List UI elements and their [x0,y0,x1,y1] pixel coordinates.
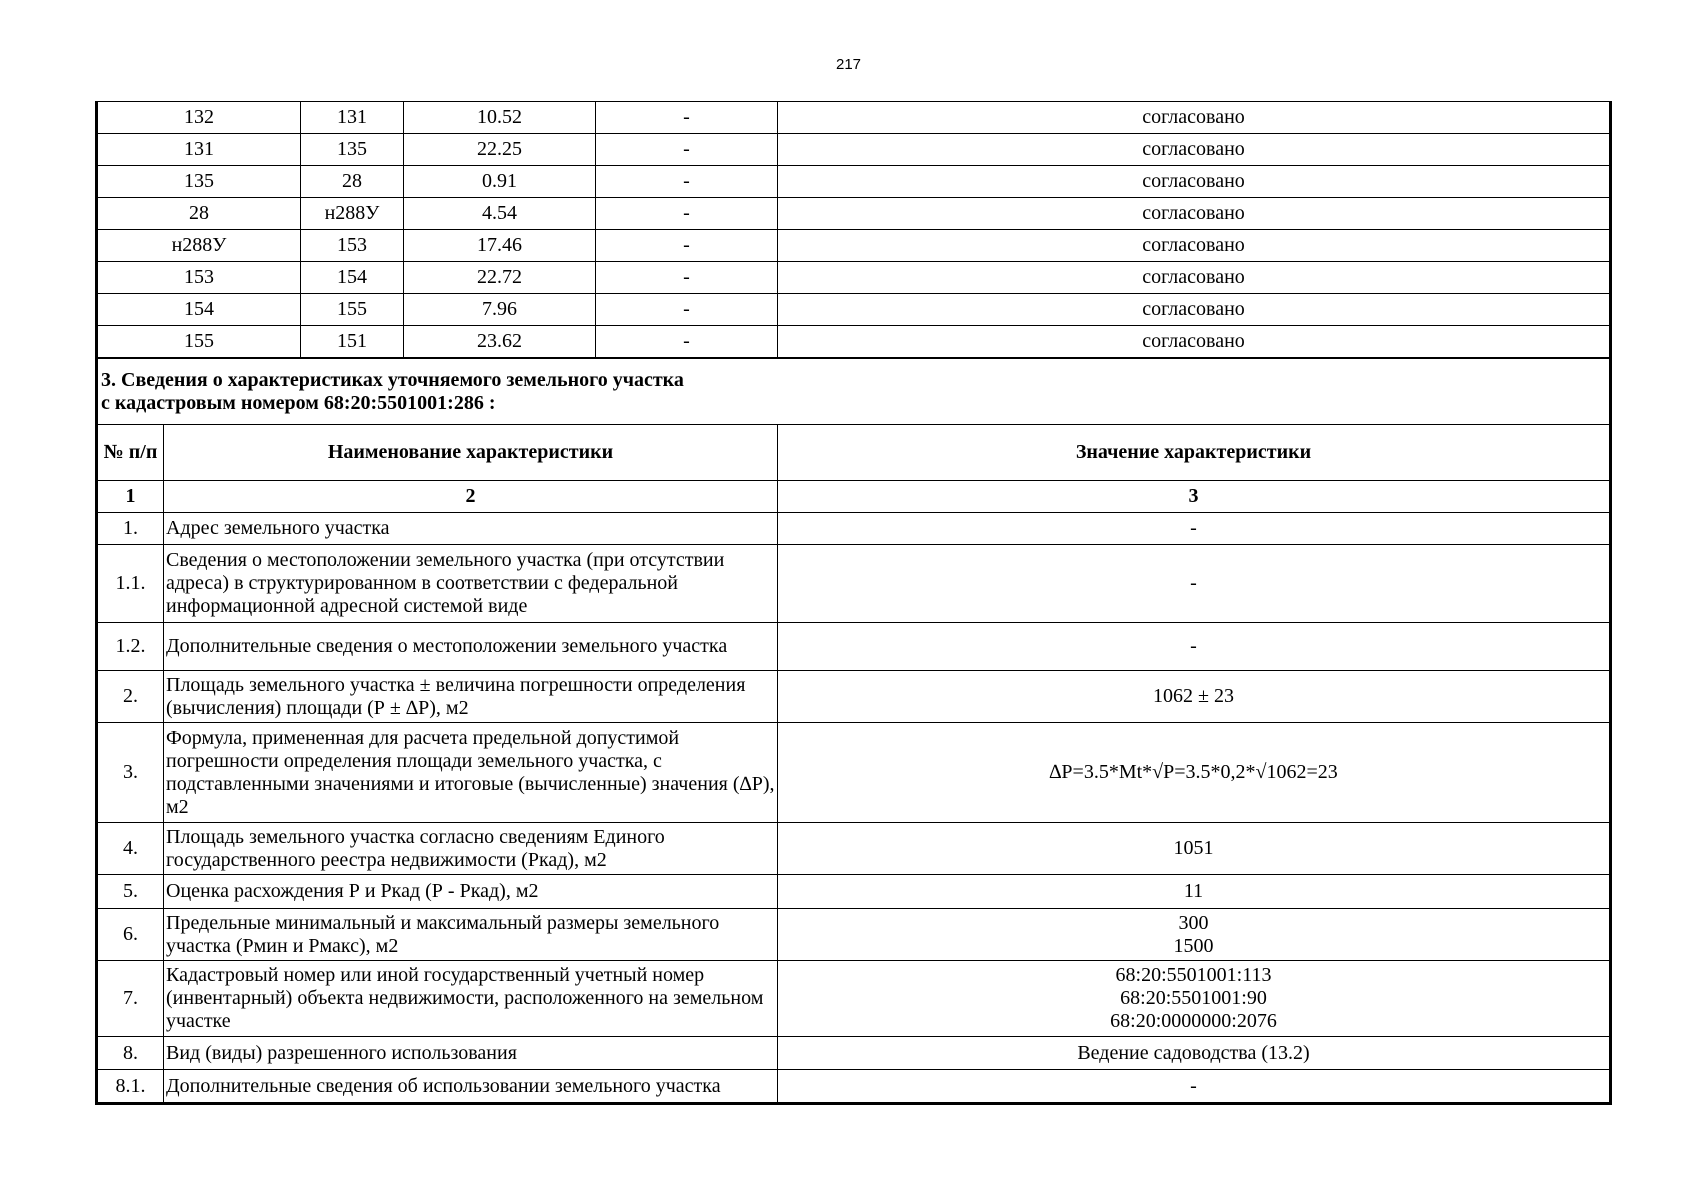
characteristic-name: Площадь земельного участка ± величина погрешности определения (вычисления) площади (Р ± ∆Р), м2 [164,671,778,723]
characteristic-value: - [778,1070,1610,1103]
point-from: 153 [98,262,301,294]
table-row [98,513,1610,545]
table-row [98,134,1610,166]
characteristic-name: Дополнительные сведения о местоположении земельного участка [164,623,778,671]
segment-length: 10.52 [404,102,596,134]
table-row [98,198,1610,230]
segment-note: - [596,262,778,294]
point-to: 151 [301,326,404,358]
approval-status: согласовано [778,230,1610,262]
approval-status: согласовано [778,326,1610,358]
size-max-value: 1500 [1173,934,1214,957]
characteristic-name: Площадь земельного участка согласно сведениям Единого государственного реестра недвижимости (Ркад), м2 [164,823,778,875]
row-number: 5. [98,875,164,909]
table-row [98,294,1610,326]
size-min-value: 300 [1178,911,1209,934]
row-number: 8.1. [98,1070,164,1103]
segment-length: 0.91 [404,166,596,198]
approval-status: согласовано [778,198,1610,230]
segment-length: 23.62 [404,326,596,358]
table-row [98,1070,1610,1103]
segment-note: - [596,102,778,134]
table-row [98,166,1610,198]
table-row [98,326,1610,358]
characteristic-name: Формула, примененная для расчета предельной допустимой погрешности определения площади земельного участка, с подставленными значениями и итоговые (вычисленные) значения (∆Р), м2 [164,723,778,823]
segment-note: - [596,134,778,166]
characteristic-value: 1051 [778,823,1610,875]
header-name: Наименование характеристики [164,425,778,481]
point-from: 155 [98,326,301,358]
row-number: 1.1. [98,545,164,623]
row-number: 8. [98,1037,164,1070]
approval-status: согласовано [778,262,1610,294]
table-row [98,1037,1610,1070]
characteristic-name: Кадастровый номер или иной государственный учетный номер (инвентарный) объекта недвижимости, расположенного на земельном участке [164,961,778,1037]
section-title-line2: с кадастровым номером 68:20:5501001:286 : [101,391,496,414]
row-number: 4. [98,823,164,875]
approval-status: согласовано [778,102,1610,134]
document-frame [95,101,1612,1105]
table-row [98,723,1610,823]
table-row [98,875,1610,909]
segment-note: - [596,326,778,358]
characteristic-name: Вид (виды) разрешенного использования [164,1037,778,1070]
point-from: н288У [98,230,301,262]
point-to: 154 [301,262,404,294]
table-row [98,823,1610,875]
row-number: 1. [98,513,164,545]
header-value: Значение характеристики [778,425,1610,481]
segment-length: 4.54 [404,198,596,230]
row-number: 3. [98,723,164,823]
characteristic-value: ∆Р=3.5*Mt*√Р=3.5*0,2*√1062=23 [778,723,1610,823]
segment-length: 22.72 [404,262,596,294]
table-row [98,102,1610,134]
header-number: № п/п [98,425,164,481]
segment-length: 7.96 [404,294,596,326]
table-row [98,909,1610,961]
row-number: 2. [98,671,164,723]
cadastral-number: 68:20:5501001:113 [1115,964,1272,986]
row-number: 1.2. [98,623,164,671]
column-number: 3 [778,481,1610,513]
segment-note: - [596,230,778,262]
table-row [98,262,1610,294]
characteristic-name: Сведения о местоположении земельного участка (при отсутствии адреса) в структурированном в соответствии с федеральной информационной адресной системой виде [164,545,778,623]
section-title-line1: 3. Сведения о характеристиках уточняемого земельного участка [101,368,684,391]
boundary-table [97,101,1610,358]
characteristic-name: Дополнительные сведения об использовании земельного участка [164,1070,778,1103]
point-to: 155 [301,294,404,326]
approval-status: согласовано [778,294,1610,326]
segment-note: - [596,198,778,230]
characteristic-value: 1062 ± 23 [778,671,1610,723]
point-to: 131 [301,102,404,134]
point-to: 153 [301,230,404,262]
point-to: н288У [301,198,404,230]
point-from: 132 [98,102,301,134]
characteristics-table [97,358,1610,1103]
point-from: 28 [98,198,301,230]
characteristic-value: - [778,513,1610,545]
characteristic-value: - [778,623,1610,671]
table-row [98,961,1610,1037]
segment-length: 17.46 [404,230,596,262]
segment-note: - [596,166,778,198]
table-row [98,230,1610,262]
page-number: 217 [835,56,862,73]
approval-status: согласовано [778,166,1610,198]
characteristic-name: Адрес земельного участка [164,513,778,545]
column-number: 2 [164,481,778,513]
segment-note: - [596,294,778,326]
row-number: 7. [98,961,164,1037]
characteristic-value: 11 [778,875,1610,909]
segment-length: 22.25 [404,134,596,166]
point-from: 135 [98,166,301,198]
table-row [98,671,1610,723]
row-number: 6. [98,909,164,961]
characteristic-name: Предельные минимальный и максимальный размеры земельного участка (Рмин и Рмакс), м2 [164,909,778,961]
point-to: 135 [301,134,404,166]
characteristic-value [778,961,1610,1037]
column-numbers-row [98,481,1610,513]
header-row [98,425,1610,481]
approval-status: согласовано [778,134,1610,166]
cadastral-number: 68:20:0000000:2076 [1110,1010,1277,1032]
characteristic-value: - [778,545,1610,623]
section-heading-row [98,359,1610,425]
characteristic-value [778,909,1610,961]
column-number: 1 [98,481,164,513]
point-from: 154 [98,294,301,326]
section-heading [98,359,1610,425]
characteristic-name: Оценка расхождения Р и Ркад (Р - Ркад), м2 [164,875,778,909]
characteristic-value: Ведение садоводства (13.2) [778,1037,1610,1070]
point-to: 28 [301,166,404,198]
point-from: 131 [98,134,301,166]
table-row [98,623,1610,671]
cadastral-number: 68:20:5501001:90 [1120,987,1267,1009]
table-row [98,545,1610,623]
